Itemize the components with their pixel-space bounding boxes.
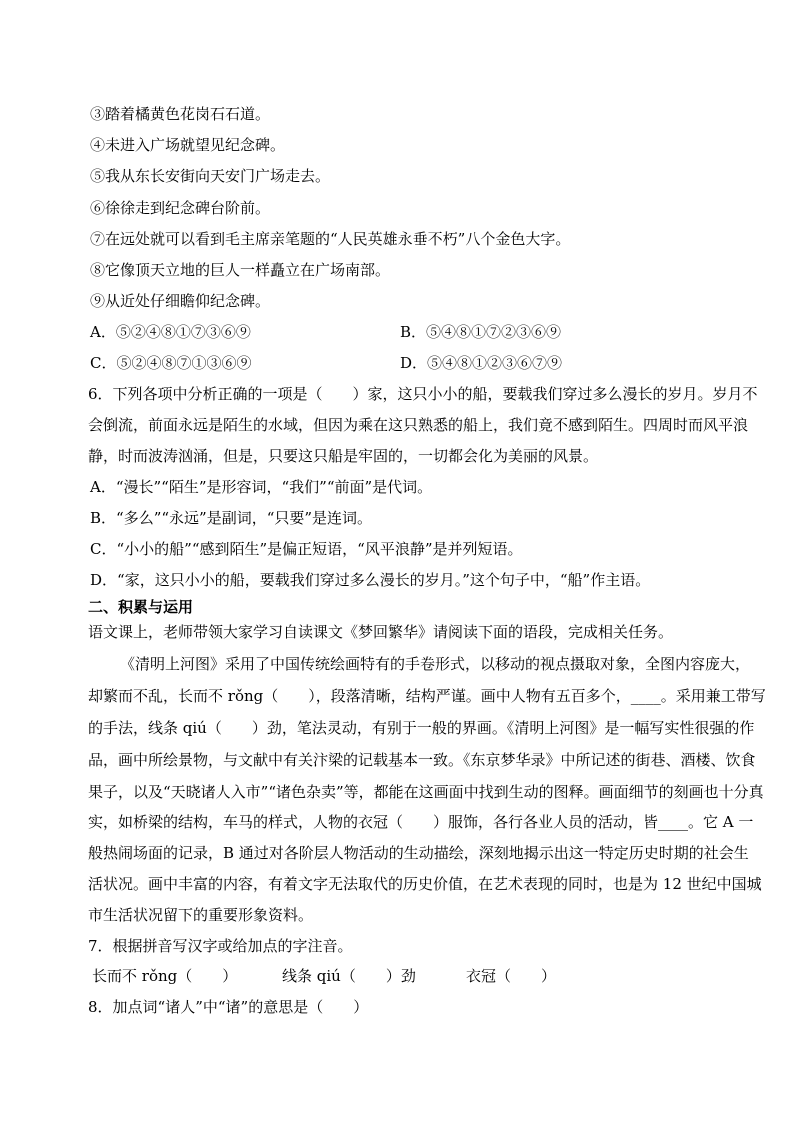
passage-line: 果子，以及“天晓诸人入市”“诸色杂卖”等，都能在这画面中找到生动的图释。画面细节的刻画也十分真 <box>88 783 764 801</box>
q7-item-2: 线条 qiú（ ）劲 <box>282 967 416 985</box>
q5-option-a: A．⑤②④⑧①⑦③⑥⑨ <box>90 323 251 341</box>
q7-item-1: 长而不 rǒng（ ） <box>92 967 238 985</box>
passage-line: 实，如桥梁的结构，车马的样式，人物的衣冠（ ）服饰，各行各业人员的活动，皆____。它 A 一 <box>88 813 754 831</box>
q6-option-b: B．“多么”“永远”是副词，“只要”是连词。 <box>90 509 373 527</box>
q5-option-d: D．⑤④⑧①②③⑥⑦⑨ <box>400 354 563 372</box>
q6-stem-line1: 6．下列各项中分析正确的一项是（ ）家，这只小小的船，要载我们穿过多么漫长的岁月。岁月不 <box>88 385 758 403</box>
passage-line: 活状况。画中丰富的内容，有着文字无法取代的历史价值，在艺术表现的同时，也是为 12 世纪中国城 <box>88 875 762 893</box>
step-8: ⑧它像顶天立地的巨人一样矗立在广场南部。 <box>90 261 391 279</box>
passage-line: 市生活状况留下的重要形象资料。 <box>88 906 314 924</box>
q8-stem: 8．加点词“诸人”中“诸”的意思是（ ） <box>88 998 369 1016</box>
step-7: ⑦在远处就可以看到毛主席亲笔题的“人民英雄永垂不朽”八个金色大字。 <box>90 230 571 248</box>
step-5: ⑤我从东长安街向天安门广场走去。 <box>90 167 331 185</box>
step-4: ④未进入广场就望见纪念碑。 <box>90 136 286 154</box>
q5-option-c: C．⑤②④⑧⑦①③⑥⑨ <box>90 354 252 372</box>
q6-option-d: D．“家，这只小小的船，要载我们穿过多么漫长的岁月。”这个句子中，“船”作主语。 <box>90 571 651 589</box>
q7-item-3: 衣冠（ ） <box>466 967 557 985</box>
q6-stem-line3: 静，时而波涛汹涌，但是，只要这只船是牢固的，一切都会化为美丽的风景。 <box>88 447 599 465</box>
q6-stem-line2: 会倒流，前面永远是陌生的水域，但因为乘在这只熟悉的船上，我们竟不感到陌生。四周时而风平浪 <box>88 416 749 434</box>
q7-stem: 7．根据拼音写汉字或给加点的字注音。 <box>88 937 353 955</box>
passage-line: 品，画中所绘景物，与文献中有关汴梁的记载基本一致。《东京梦华录》中所记述的街巷、酒楼、饮食 <box>88 751 756 769</box>
passage-line: 却繁而不乱，长而不 rǒng（ ），段落清晰，结构严谨。画中人物有五百多个，____。采用兼工带写 <box>88 687 766 705</box>
step-6: ⑥徐徐走到纪念碑台阶前。 <box>90 199 271 217</box>
step-9: ⑨从近处仔细瞻仰纪念碑。 <box>90 292 271 310</box>
q5-option-b: B．⑤④⑧①⑦②③⑥⑨ <box>400 323 562 341</box>
passage-line: 《清明上河图》采用了中国传统绘画特有的手卷形式，以移动的视点摄取对象，全图内容庞大， <box>120 655 751 673</box>
passage-line: 的手法，线条 qiú（ ）劲，笔法灵动，有别于一般的界画。《清明上河图》是一幅写实性很强的作 <box>88 719 755 737</box>
section-intro: 语文课上，老师带领大家学习自读课文《梦回繁华》请阅读下面的语段，完成相关任务。 <box>88 623 674 641</box>
q6-option-c: C．“小小的船”“感到陌生”是偏正短语，“风平浪静”是并列短语。 <box>90 540 523 558</box>
q6-option-a: A．“漫长”“陌生”是形容词，“我们”“前面”是代词。 <box>90 478 433 496</box>
section-heading: 二、积累与运用 <box>88 598 194 616</box>
passage-line: 般热闹场面的记录，B 通过对各阶层人物活动的生动描绘，深刻地揭示出这一特定历史时期的社会生 <box>88 844 749 862</box>
step-3: ③踏着橘黄色花岗石石道。 <box>90 105 271 123</box>
